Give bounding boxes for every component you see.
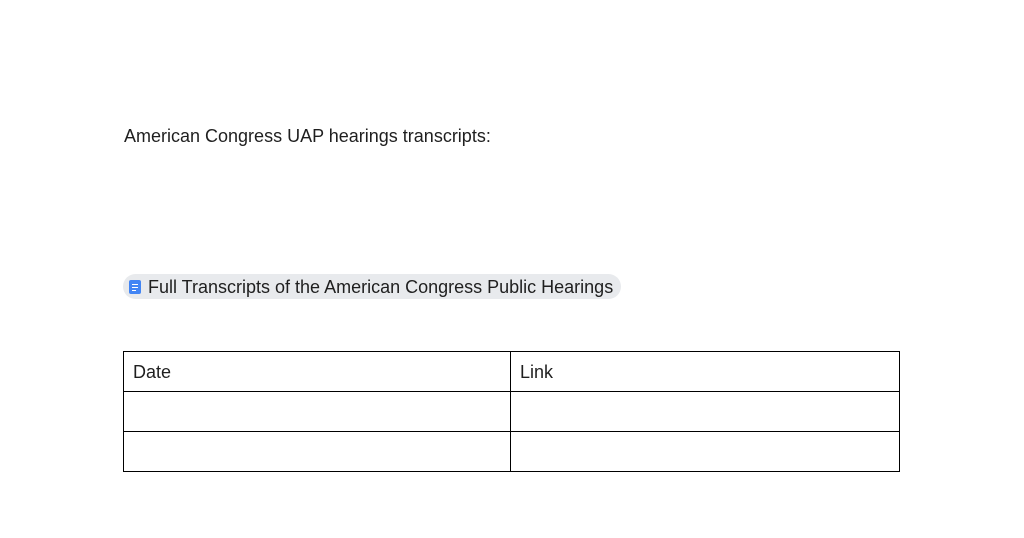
table-cell-date[interactable] [124,432,511,472]
table-row [124,432,900,472]
transcripts-table [123,351,900,472]
table-header-cell-link[interactable]: Link [511,352,900,392]
table-row [124,392,900,432]
table-cell-date[interactable] [124,392,511,432]
table-header-row [124,352,900,392]
table-cell-link[interactable] [511,432,900,472]
google-docs-icon [129,280,141,294]
file-smart-chip[interactable] [123,274,621,299]
document-heading-text[interactable]: American Congress UAP hearings transcripts: [124,126,491,146]
table-cell-link[interactable] [511,392,900,432]
table-header-cell-date[interactable]: Date [124,352,511,392]
smart-chip-label[interactable]: Full Transcripts of the American Congress Public Hearings [148,276,614,297]
